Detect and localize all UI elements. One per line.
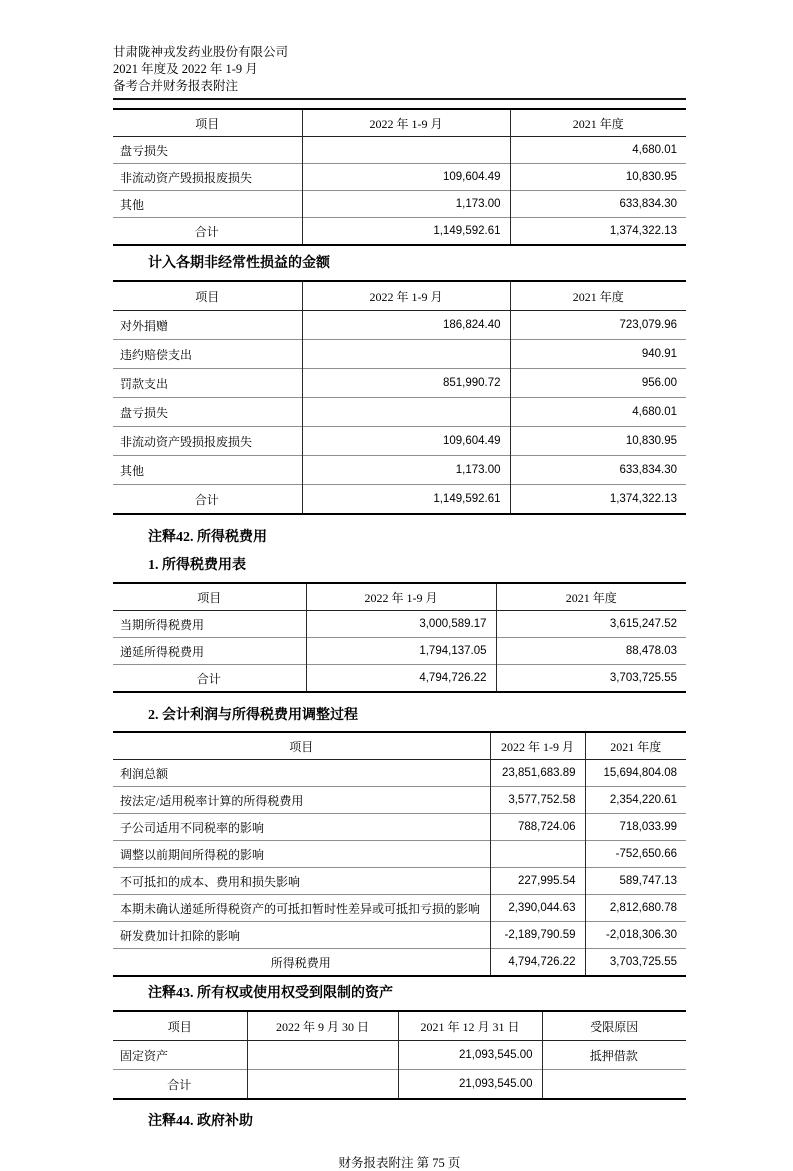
document-header — [113, 44, 686, 95]
total-2021: 1,374,322.13 — [510, 218, 686, 246]
restriction-reason — [542, 1070, 686, 1100]
value-2021: 2,354,220.61 — [585, 787, 686, 814]
value-2022: 109,604.49 — [302, 427, 510, 456]
header-divider — [113, 98, 686, 100]
table-row — [113, 638, 686, 665]
column-header-item: 项目 — [113, 1011, 247, 1041]
table-header-row — [113, 583, 686, 611]
value-2021: 589,747.13 — [585, 868, 686, 895]
value-2021: 633,834.30 — [510, 191, 686, 218]
total-2021-12-31: 21,093,545.00 — [398, 1070, 542, 1100]
value-2021: 633,834.30 — [510, 456, 686, 485]
section-title-non-recurring: 计入各期非经常性损益的金额 — [148, 256, 330, 271]
row-label: 盘亏损失 — [113, 398, 302, 427]
total-row — [113, 218, 686, 246]
column-header-2021-12-31: 2021 年 12 月 31 日 — [398, 1011, 542, 1041]
row-label: 固定资产 — [120, 1048, 169, 1063]
column-header-2022-09-30: 2022 年 9 月 30 日 — [247, 1011, 398, 1041]
column-header-restriction-reason: 受限原因 — [542, 1011, 686, 1041]
table-row — [113, 787, 686, 814]
value-2022: 1,173.00 — [302, 456, 510, 485]
report-period: 2021 年度及 2022 年 1-9 月 — [113, 62, 258, 76]
table-row — [113, 814, 686, 841]
value-2022 — [302, 137, 510, 164]
table-row — [113, 369, 686, 398]
value-2022: 109,604.49 — [302, 164, 510, 191]
table-row — [113, 1041, 686, 1070]
total-label: 合计 — [113, 218, 302, 246]
loss-items-table — [113, 108, 686, 246]
total-2022: 1,149,592.61 — [302, 485, 510, 515]
value-2022: 23,851,683.89 — [490, 760, 585, 787]
restriction-reason: 抵押借款 — [542, 1041, 686, 1070]
value-2022: -2,189,790.59 — [490, 922, 585, 949]
section-title-note43: 注释43. 所有权或使用权受到限制的资产 — [148, 986, 393, 1001]
column-header-item: 项目 — [113, 109, 302, 137]
table-row — [113, 427, 686, 456]
column-header-2022: 2022 年 1-9 月 — [302, 109, 510, 137]
column-header-2022: 2022 年 1-9 月 — [490, 732, 585, 760]
column-header-item: 项目 — [113, 583, 306, 611]
table-row — [113, 922, 686, 949]
value-2022: 3,577,752.58 — [490, 787, 585, 814]
value-2022: 788,724.06 — [490, 814, 585, 841]
value-2021: -752,650.66 — [585, 841, 686, 868]
row-label: 研发费加计扣除的影响 — [113, 922, 490, 949]
value-2021: 10,830.95 — [510, 427, 686, 456]
page-footer: 财务报表附注 第 75 页 — [338, 1156, 461, 1170]
table-row — [113, 456, 686, 485]
section-title-note42: 注释42. 所得税费用 — [148, 530, 267, 545]
total-2022: 4,794,726.22 — [306, 665, 496, 693]
value-2021: 940.91 — [510, 340, 686, 369]
table-header-row — [113, 109, 686, 137]
total-row — [113, 485, 686, 515]
column-header-2022: 2022 年 1-9 月 — [302, 281, 510, 311]
row-label: 本期未确认递延所得税资产的可抵扣暂时性差异或可抵扣亏损的影响 — [113, 895, 490, 922]
tax-reconciliation-table — [113, 731, 686, 977]
total-label: 合计 — [113, 1070, 247, 1100]
row-label: 其他 — [113, 456, 302, 485]
total-2022: 1,149,592.61 — [302, 218, 510, 246]
row-label: 违约赔偿支出 — [113, 340, 302, 369]
total-2022: 4,794,726.22 — [490, 949, 585, 977]
value-2022 — [490, 841, 585, 868]
column-header-2021: 2021 年度 — [510, 109, 686, 137]
total-2022-09-30 — [247, 1070, 398, 1100]
value-2022: 851,990.72 — [302, 369, 510, 398]
table-header-row — [113, 281, 686, 311]
row-label: 非流动资产毁损报废损失 — [113, 164, 302, 191]
value-2021: 956.00 — [510, 369, 686, 398]
report-title: 备考合并财务报表附注 — [113, 79, 239, 93]
company-name: 甘肃陇神戎发药业股份有限公司 — [113, 45, 289, 59]
value-2021: 3,615,247.52 — [496, 611, 686, 638]
total-2021: 3,703,725.55 — [496, 665, 686, 693]
income-tax-expense-table — [113, 582, 686, 693]
total-2021: 1,374,322.13 — [510, 485, 686, 515]
table-row — [113, 340, 686, 369]
row-label: 不可抵扣的成本、费用和损失影响 — [113, 868, 490, 895]
total-label: 所得税费用 — [113, 949, 490, 977]
value-2021: 718,033.99 — [585, 814, 686, 841]
table-row — [113, 760, 686, 787]
table-row — [113, 137, 686, 164]
value-2021: 2,812,680.78 — [585, 895, 686, 922]
value-2021: 4,680.01 — [510, 398, 686, 427]
value-2021: 723,079.96 — [510, 311, 686, 340]
value-2021-12-31: 21,093,545.00 — [398, 1041, 542, 1070]
value-2021: 4,680.01 — [510, 137, 686, 164]
total-row — [113, 665, 686, 693]
subsection-title-income-tax-table: 1. 所得税费用表 — [148, 558, 246, 573]
value-2022 — [302, 398, 510, 427]
table-row — [113, 164, 686, 191]
row-label: 其他 — [113, 191, 302, 218]
restricted-assets-table — [113, 1010, 686, 1100]
total-label: 合计 — [113, 485, 302, 515]
value-2022: 2,390,044.63 — [490, 895, 585, 922]
total-label: 合计 — [113, 665, 306, 693]
value-2021: -2,018,306.30 — [585, 922, 686, 949]
value-2022: 227,995.54 — [490, 868, 585, 895]
total-row — [113, 949, 686, 977]
column-header-item: 项目 — [113, 732, 490, 760]
value-2022 — [302, 340, 510, 369]
non-recurring-gains-table — [113, 280, 686, 515]
table-row — [113, 398, 686, 427]
column-header-2022: 2022 年 1-9 月 — [306, 583, 496, 611]
table-row — [113, 611, 686, 638]
table-row — [113, 311, 686, 340]
table-row — [113, 868, 686, 895]
value-2022: 1,794,137.05 — [306, 638, 496, 665]
row-label: 非流动资产毁损报废损失 — [113, 427, 302, 456]
table-row — [113, 841, 686, 868]
row-label: 子公司适用不同税率的影响 — [113, 814, 490, 841]
table-header-row — [113, 1011, 686, 1041]
section-title-note44: 注释44. 政府补助 — [148, 1114, 253, 1129]
row-label: 按法定/适用税率计算的所得税费用 — [113, 787, 490, 814]
row-label: 利润总额 — [120, 766, 169, 781]
value-2021: 15,694,804.08 — [585, 760, 686, 787]
table-row — [113, 191, 686, 218]
subsection-title-tax-reconciliation: 2. 会计利润与所得税费用调整过程 — [148, 708, 358, 723]
value-2022: 186,824.40 — [302, 311, 510, 340]
column-header-2021: 2021 年度 — [496, 583, 686, 611]
table-header-row — [113, 732, 686, 760]
value-2022: 1,173.00 — [302, 191, 510, 218]
value-2022-09-30 — [247, 1041, 398, 1070]
row-label: 盘亏损失 — [120, 143, 169, 158]
value-2021: 10,830.95 — [510, 164, 686, 191]
column-header-item: 项目 — [113, 281, 302, 311]
value-2021: 88,478.03 — [496, 638, 686, 665]
column-header-2021: 2021 年度 — [585, 732, 686, 760]
row-label: 罚款支出 — [113, 369, 302, 398]
total-2021: 3,703,725.55 — [585, 949, 686, 977]
table-row — [113, 895, 686, 922]
row-label: 对外捐赠 — [120, 318, 169, 333]
row-label: 调整以前期间所得税的影响 — [113, 841, 490, 868]
total-row — [113, 1070, 686, 1100]
row-label: 递延所得税费用 — [113, 638, 306, 665]
column-header-2021: 2021 年度 — [510, 281, 686, 311]
row-label: 当期所得税费用 — [120, 617, 205, 632]
value-2022: 3,000,589.17 — [306, 611, 496, 638]
